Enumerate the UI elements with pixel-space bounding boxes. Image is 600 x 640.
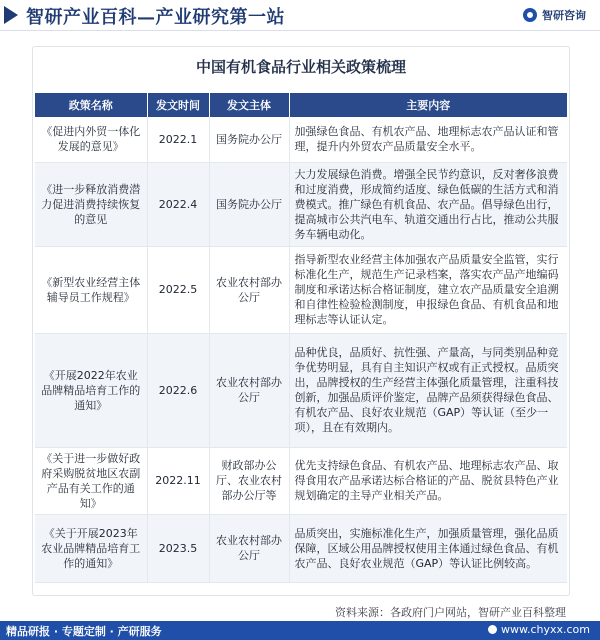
source-note: 资料来源：各政府门户网站，智研产业百科整理 <box>335 606 566 619</box>
policy-issuer: 国务院办公厅 <box>209 162 289 246</box>
brand-chevron-icon <box>4 6 18 24</box>
policy-date: 2022.11 <box>147 447 209 514</box>
policy-content: 指导新型农业经营主体加强农产品质量安全监管，实行标准化生产，规范生产记录档案，落实农产品产地编码制度和承诺达标合格证制度，建立农产品质量安全追溯和自律性检验检测制度，申报绿色食品、有机食品和地理标志等认证认定。 <box>289 246 567 333</box>
table-header-row <box>35 93 567 117</box>
document-title: 中国有机食品行业相关政策梳理 <box>195 58 406 76</box>
policy-table <box>35 93 567 583</box>
policy-name: 《进一步释放消费潜力促进消费持续恢复的意见 <box>35 162 147 246</box>
policy-date: 2022.6 <box>147 333 209 447</box>
policy-name: 《关于进一步做好政府采购脱贫地区农副产品有关工作的通知》 <box>35 447 147 514</box>
policy-content: 优先支持绿色食品、有机农产品、地理标志农产品、取得食用农产品承诺达标合格证的产品、脱贫县特色产业规划确定的主导产业相关产品。 <box>289 447 567 514</box>
table-row <box>35 117 567 162</box>
policy-content: 品种优良，品质好、抗性强、产量高，与同类别品种竞争优势明显，具有自主知识产权或有正式授权。品质突出，品牌授权的生产经营主体强化质量管理，注重科技创新，加强品质评价鉴定，品牌产品须获得绿色食品、有机农产品、良好农业规范（GAP）等认证（至少一项），且在有效期内。 <box>289 333 567 447</box>
policy-content: 品质突出，实施标准化生产，加强质量管理，强化品质保障，区域公用品牌授权使用主体通过绿色食品、有机农产品、良好农业规范（GAP）等认证比例较高。 <box>289 514 567 582</box>
footer <box>0 604 600 640</box>
policy-card <box>32 46 570 596</box>
brand-logo[interactable] <box>523 7 586 23</box>
policy-issuer: 国务院办公厅 <box>209 117 289 162</box>
logo-icon <box>523 8 537 22</box>
brand-title: 智研产业百科—产业研究第一站 <box>26 7 285 28</box>
policy-date: 2022.5 <box>147 246 209 333</box>
policy-issuer: 农业农村部办公厅 <box>209 246 289 333</box>
policy-name: 《促进内外贸一体化发展的意见》 <box>35 117 147 162</box>
column-header-content: 主要内容 <box>289 93 567 117</box>
policy-name: 《关于开展2023年农业品牌精品培育工作的通知》 <box>35 514 147 582</box>
policy-issuer: 农业农村部办公厅 <box>209 514 289 582</box>
column-header-date: 发文时间 <box>147 93 209 117</box>
table-row <box>35 246 567 333</box>
site-url: www.chyxx.com <box>500 623 590 636</box>
policy-content: 加强绿色食品、有机农产品、地理标志农产品认证和管理，提升内外贸农产品质量安全水平。 <box>289 117 567 162</box>
site-link[interactable] <box>488 623 590 636</box>
bottom-bar <box>0 621 600 640</box>
policy-issuer: 财政部办公厅、农业农村部办公厅等 <box>209 447 289 514</box>
table-row <box>35 447 567 514</box>
services-links[interactable]: 精品研报 · 专题定制 · 产研服务 <box>6 625 162 638</box>
table-row <box>35 333 567 447</box>
table-row <box>35 514 567 582</box>
policy-date: 2023.5 <box>147 514 209 582</box>
column-header-issuer: 发文主体 <box>209 93 289 117</box>
table-row <box>35 162 567 246</box>
policy-date: 2022.1 <box>147 117 209 162</box>
policy-name: 《开展2022年农业品牌精品培育工作的通知》 <box>35 333 147 447</box>
policy-name: 《新型农业经营主体辅导员工作规程》 <box>35 246 147 333</box>
policy-date: 2022.4 <box>147 162 209 246</box>
policy-issuer: 农业农村部办公厅 <box>209 333 289 447</box>
globe-icon <box>488 625 497 634</box>
logo-text: 智研咨询 <box>542 9 586 22</box>
policy-content: 大力发展绿色消费。增强全民节约意识，反对奢侈浪费和过度消费，形成简约适度、绿色低碳的生活方式和消费模式。推广绿色有机食品、农产品。倡导绿色出行，提高城市公共汽电车、轨道交通出行占比，推动公共服务车辆电动化。 <box>289 162 567 246</box>
top-header <box>0 0 600 31</box>
column-header-policy-name: 政策名称 <box>35 93 147 117</box>
